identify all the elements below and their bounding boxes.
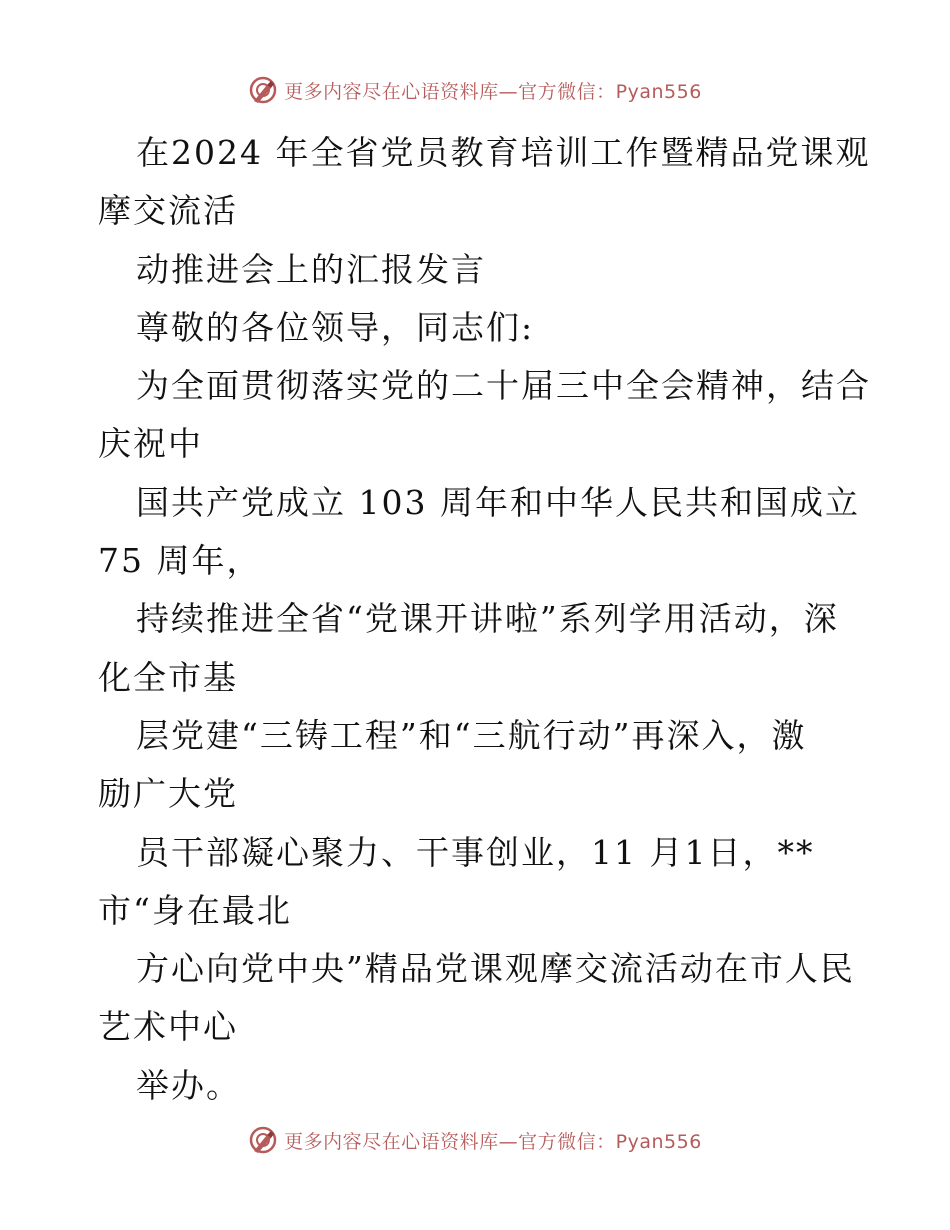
text-line: 层党建“三铸工程”和“三航行动”再深入，激 <box>136 715 807 755</box>
text-line: 艺术中心 <box>98 1007 238 1047</box>
text-line: 摩交流活 <box>98 191 238 231</box>
text-line: 为全面贯彻落实党的二十届三中全会精神，结合 <box>136 366 871 406</box>
document-body <box>98 124 871 1115</box>
header-banner <box>0 72 950 108</box>
text-line: 励广大党 <box>98 774 238 814</box>
pen-logo-icon <box>248 75 278 105</box>
text-line: 员干部凝心聚力、干事创业，11 月1日，** <box>136 832 815 872</box>
text-line: 国共产党成立 103 周年和中华人民共和国成立 <box>136 482 860 522</box>
text-line: 动推进会上的汇报发言 <box>136 249 486 289</box>
banner-text: 更多内容尽在心语资料库—官方微信：Pyan556 <box>284 80 702 103</box>
banner-text: 更多内容尽在心语资料库—官方微信：Pyan556 <box>284 1130 702 1153</box>
text-line: 化全市基 <box>98 657 238 697</box>
footer-banner <box>0 1122 950 1158</box>
text-line: 方心向党中央”精品党课观摩交流活动在市人民 <box>136 949 855 989</box>
text-line: 举办。 <box>136 1065 241 1105</box>
text-line: 尊敬的各位领导，同志们: <box>136 307 535 347</box>
text-line: 庆祝中 <box>98 424 203 464</box>
text-line: 在2024 年全省党员教育培训工作暨精品党课观 <box>136 133 871 172</box>
text-line: 75 周年， <box>98 541 262 581</box>
pen-logo-icon <box>248 1125 278 1155</box>
text-line: 市“身在最北 <box>98 890 292 930</box>
text-line: 持续推进全省“党课开讲啦”系列学用活动，深 <box>136 599 839 639</box>
